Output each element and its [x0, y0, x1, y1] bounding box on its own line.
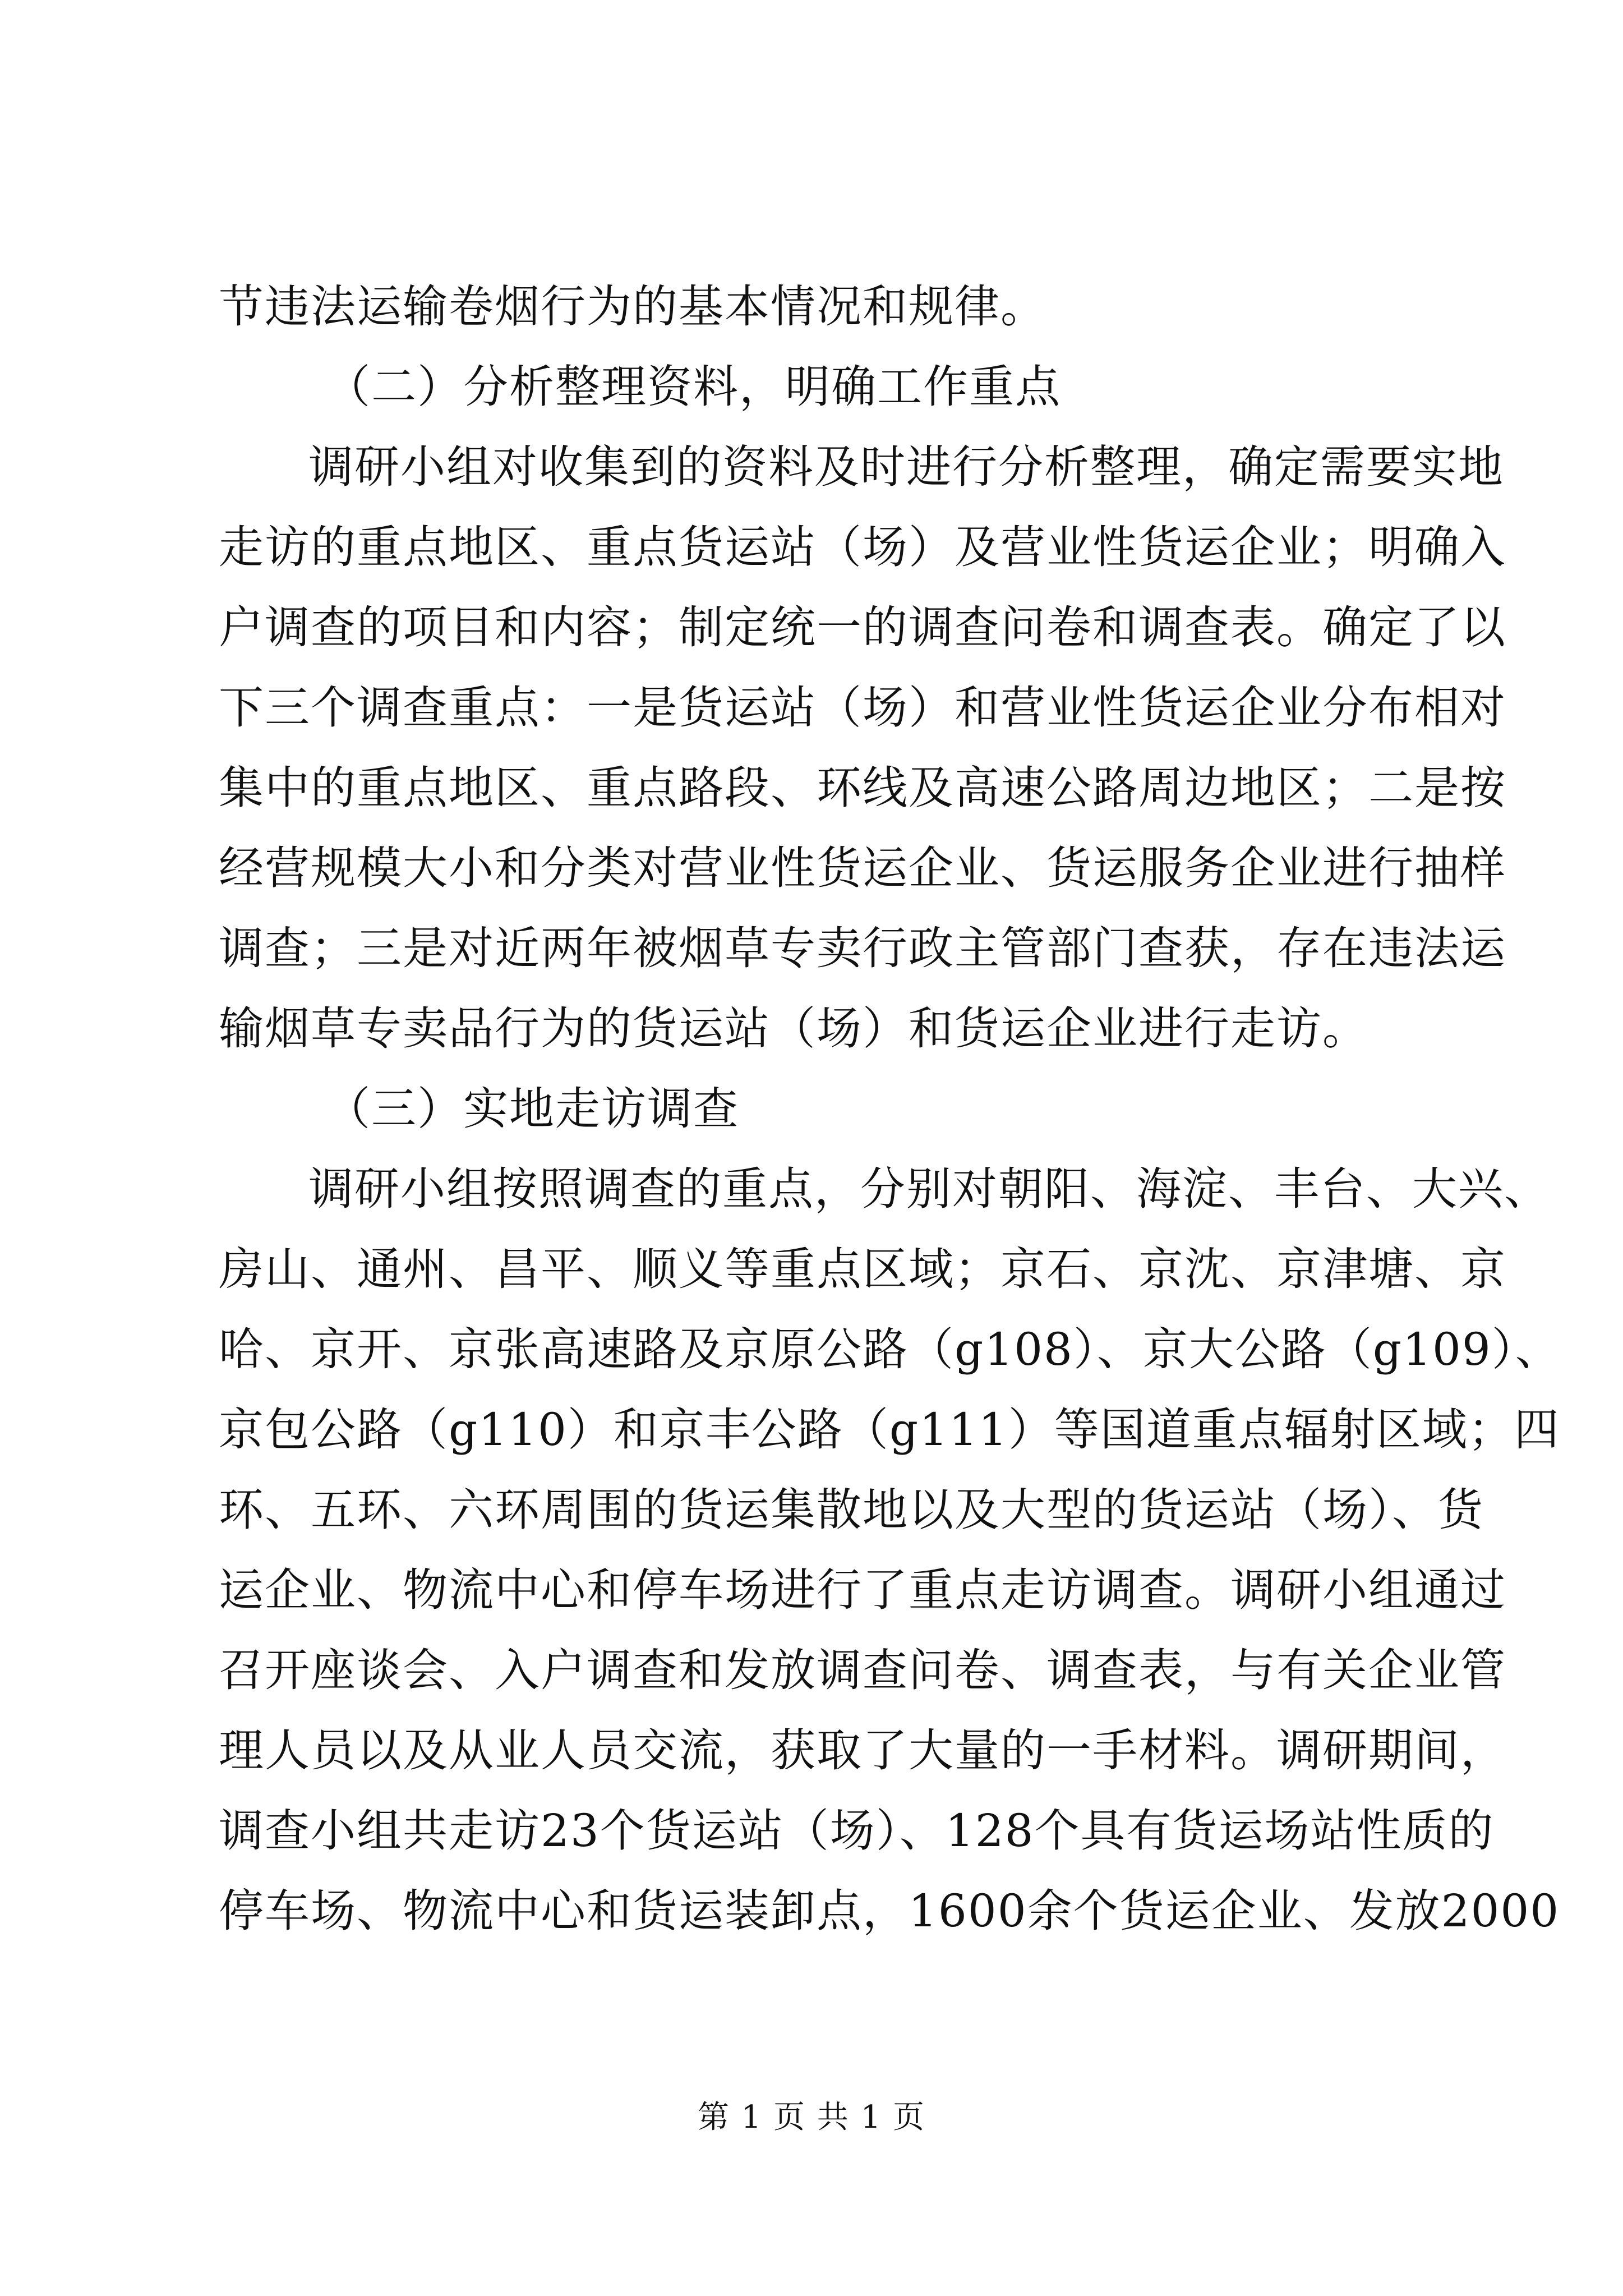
paragraph-line: 运企业、物流中心和停车场进行了重点走访调查。调研小组通过 [219, 1564, 1506, 1616]
paragraph-line: 输烟草专卖品行为的货运站（场）和货运企业进行走访。 [219, 1002, 1368, 1055]
paragraph-line: 调查小组共走访23个货运站（场）、128个具有货运场站性质的 [219, 1805, 1495, 1857]
paragraph-line: 调研小组按照调查的重点，分别对朝阳、海淀、丰台、大兴、 [308, 1163, 1550, 1215]
paragraph-line: 节违法运输卷烟行为的基本情况和规律。 [219, 280, 1046, 333]
paragraph-line: 环、五环、六环周围的货运集散地以及大型的货运站（场）、货 [219, 1484, 1484, 1536]
paragraph-line: 京包公路（g110）和京丰公路（g111）等国道重点辐射区域；四 [219, 1404, 1560, 1456]
paragraph-line: 房山、通州、昌平、顺义等重点区域；京石、京沈、京津塘、京 [219, 1243, 1506, 1295]
paragraph-line: 走访的重点地区、重点货运站（场）及营业性货运企业；明确入 [219, 521, 1506, 573]
paragraph-line: 停车场、物流中心和货运装卸点，1600余个货运企业、发放2000 [219, 1885, 1560, 1937]
paragraph-line: 下三个调查重点：一是货运站（场）和营业性货运企业分布相对 [219, 682, 1506, 734]
paragraph-line: 经营规模大小和分类对营业性货运企业、货运服务企业进行抽样 [219, 842, 1506, 894]
section-heading-2: （二）分析整理资料，明确工作重点 [325, 361, 1061, 413]
section-heading-3: （三）实地走访调查 [325, 1083, 739, 1135]
paragraph-line: 调查；三是对近两年被烟草专卖行政主管部门查获，存在违法运 [219, 922, 1506, 974]
paragraph-line: 哈、京开、京张高速路及京原公路（g108）、京大公路（g109）、 [219, 1323, 1561, 1375]
paragraph-line: 户调查的项目和内容；制定统一的调查问卷和调查表。确定了以 [219, 601, 1506, 654]
paragraph-line: 调研小组对收集到的资料及时进行分析整理，确定需要实地 [308, 441, 1504, 493]
paragraph-line: 召开座谈会、入户调查和发放调查问卷、调查表，与有关企业管 [219, 1644, 1506, 1696]
paragraph-line: 集中的重点地区、重点路段、环线及高速公路周边地区；二是按 [219, 762, 1506, 814]
document-body [219, 266, 1561, 1951]
page-footer: 第 1 页 共 1 页 [697, 2099, 926, 2136]
paragraph-line: 理人员以及从业人员交流，获取了大量的一手材料。调研期间， [219, 1724, 1506, 1777]
